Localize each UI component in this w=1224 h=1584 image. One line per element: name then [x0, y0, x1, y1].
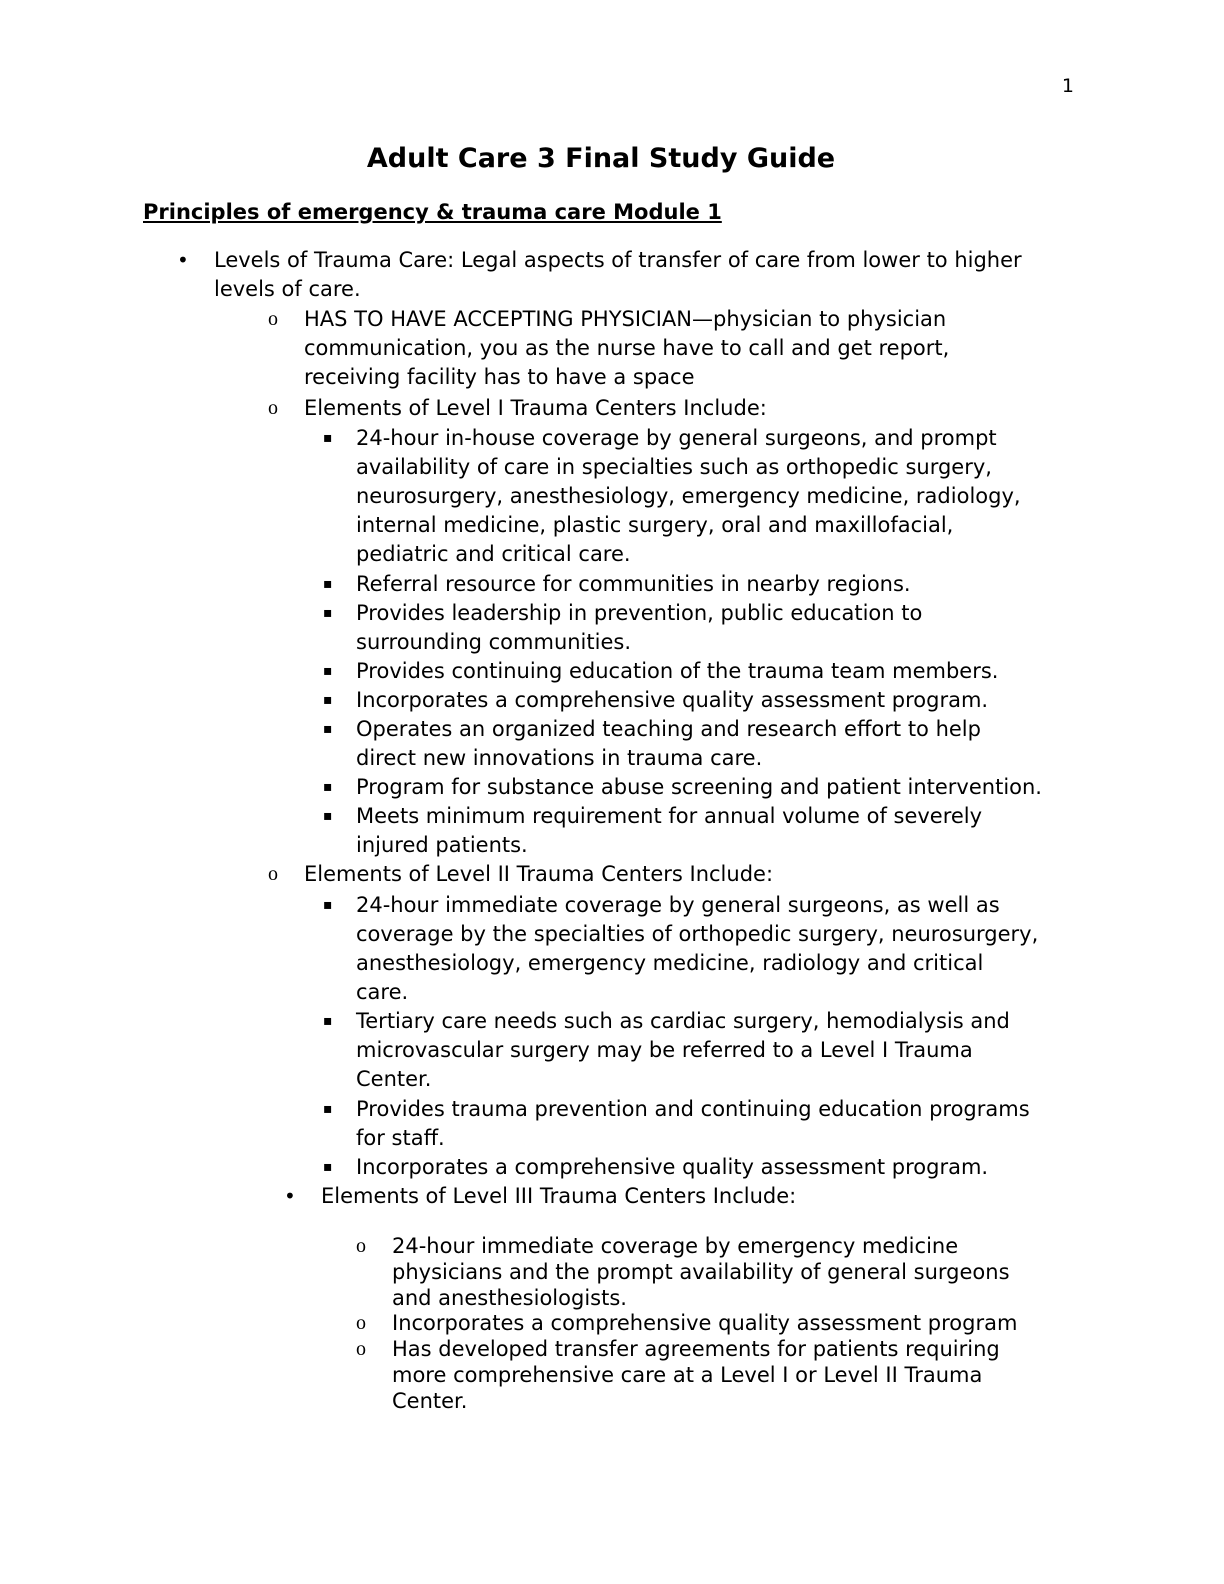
level-3-label: Elements of Level III Trauma Centers Include: [321, 1184, 797, 1208]
text-line: anesthesiology, emergency medicine, radiology and critical [356, 951, 984, 975]
text-line: Incorporates a comprehensive quality assessment program [392, 1311, 1018, 1335]
text-line: Has developed transfer agreements for patients requiring [392, 1337, 1000, 1361]
text-line: Operates an organized teaching and research effort to help [356, 717, 981, 741]
document-title: Adult Care 3 Final Study Guide [366, 143, 836, 174]
text-line: direct new innovations in trauma care. [356, 746, 763, 770]
text-line: HAS TO HAVE ACCEPTING PHYSICIAN—physician to physician [304, 307, 947, 331]
text-line: Tertiary care needs such as cardiac surgery, hemodialysis and [356, 1009, 1010, 1033]
text-line: levels of care. [214, 277, 361, 301]
text-line: microvascular surgery may be referred to a Level I Trauma [356, 1038, 973, 1062]
text-line: for staff. [356, 1126, 445, 1150]
bullet-square-icon: ▪ [323, 663, 333, 679]
bullet-circle-icon: o [356, 1338, 366, 1360]
bullet-square-icon: ▪ [323, 430, 333, 446]
text-line: Incorporates a comprehensive quality assessment program. [356, 1155, 989, 1179]
text-line: Center. [356, 1067, 432, 1091]
text-line: more comprehensive care at a Level I or Level II Trauma [392, 1363, 983, 1387]
bullet-square-icon: ▪ [323, 1013, 333, 1029]
bullet-circle-icon: o [356, 1235, 366, 1257]
bullet-disc-icon: • [177, 248, 189, 272]
bullet-square-icon: ▪ [323, 897, 333, 913]
text-line: pediatric and critical care. [356, 542, 631, 566]
text-line: Program for substance abuse screening and patient intervention. [356, 775, 1042, 799]
bullet-square-icon: ▪ [323, 779, 333, 795]
text-line: Provides continuing education of the trauma team members. [356, 659, 999, 683]
text-line: 24-hour in-house coverage by general surgeons, and prompt [356, 426, 997, 450]
text-line: Levels of Trauma Care: Legal aspects of transfer of care from lower to higher [214, 248, 1022, 272]
bullet-square-icon: ▪ [323, 1159, 333, 1175]
text-line: injured patients. [356, 833, 528, 857]
text-line: availability of care in specialties such as orthopedic surgery, [356, 455, 992, 479]
level-2-label: Elements of Level II Trauma Centers Include: [304, 862, 774, 886]
text-line: Provides leadership in prevention, public education to [356, 601, 923, 625]
bullet-square-icon: ▪ [323, 576, 333, 592]
text-line: Center. [392, 1389, 468, 1413]
bullet-circle-icon: o [268, 308, 278, 330]
text-line: Referral resource for communities in nearby regions. [356, 572, 911, 596]
bullet-circle-icon: o [356, 1312, 366, 1334]
bullet-square-icon: ▪ [323, 721, 333, 737]
text-line: surrounding communities. [356, 630, 631, 654]
text-line: neurosurgery, anesthesiology, emergency medicine, radiology, [356, 484, 1021, 508]
bullet-square-icon: ▪ [323, 808, 333, 824]
text-line: care. [356, 980, 409, 1004]
text-line: Provides trauma prevention and continuing education programs [356, 1097, 1030, 1121]
bullet-circle-icon: o [268, 863, 278, 885]
text-line: 24-hour immediate coverage by emergency medicine [392, 1234, 959, 1258]
text-line: internal medicine, plastic surgery, oral and maxillofacial, [356, 513, 954, 537]
bullet-square-icon: ▪ [323, 1101, 333, 1117]
bullet-circle-icon: o [268, 397, 278, 419]
page-number: 1 [1061, 75, 1074, 97]
bullet-disc-icon: • [284, 1184, 296, 1208]
section-heading: Principles of emergency & trauma care Module 1 [143, 200, 722, 224]
level-1-label: Elements of Level I Trauma Centers Include: [304, 396, 767, 420]
text-line: Incorporates a comprehensive quality assessment program. [356, 688, 989, 712]
text-line: coverage by the specialties of orthopedic surgery, neurosurgery, [356, 922, 1039, 946]
text-line: 24-hour immediate coverage by general surgeons, as well as [356, 893, 1000, 917]
text-line: and anesthesiologists. [392, 1286, 627, 1310]
text-line: communication, you as the nurse have to call and get report, [304, 336, 950, 360]
text-line: receiving facility has to have a space [304, 365, 695, 389]
text-line: physicians and the prompt availability of general surgeons [392, 1260, 1010, 1284]
bullet-square-icon: ▪ [323, 692, 333, 708]
text-line: Meets minimum requirement for annual volume of severely [356, 804, 983, 828]
bullet-square-icon: ▪ [323, 605, 333, 621]
